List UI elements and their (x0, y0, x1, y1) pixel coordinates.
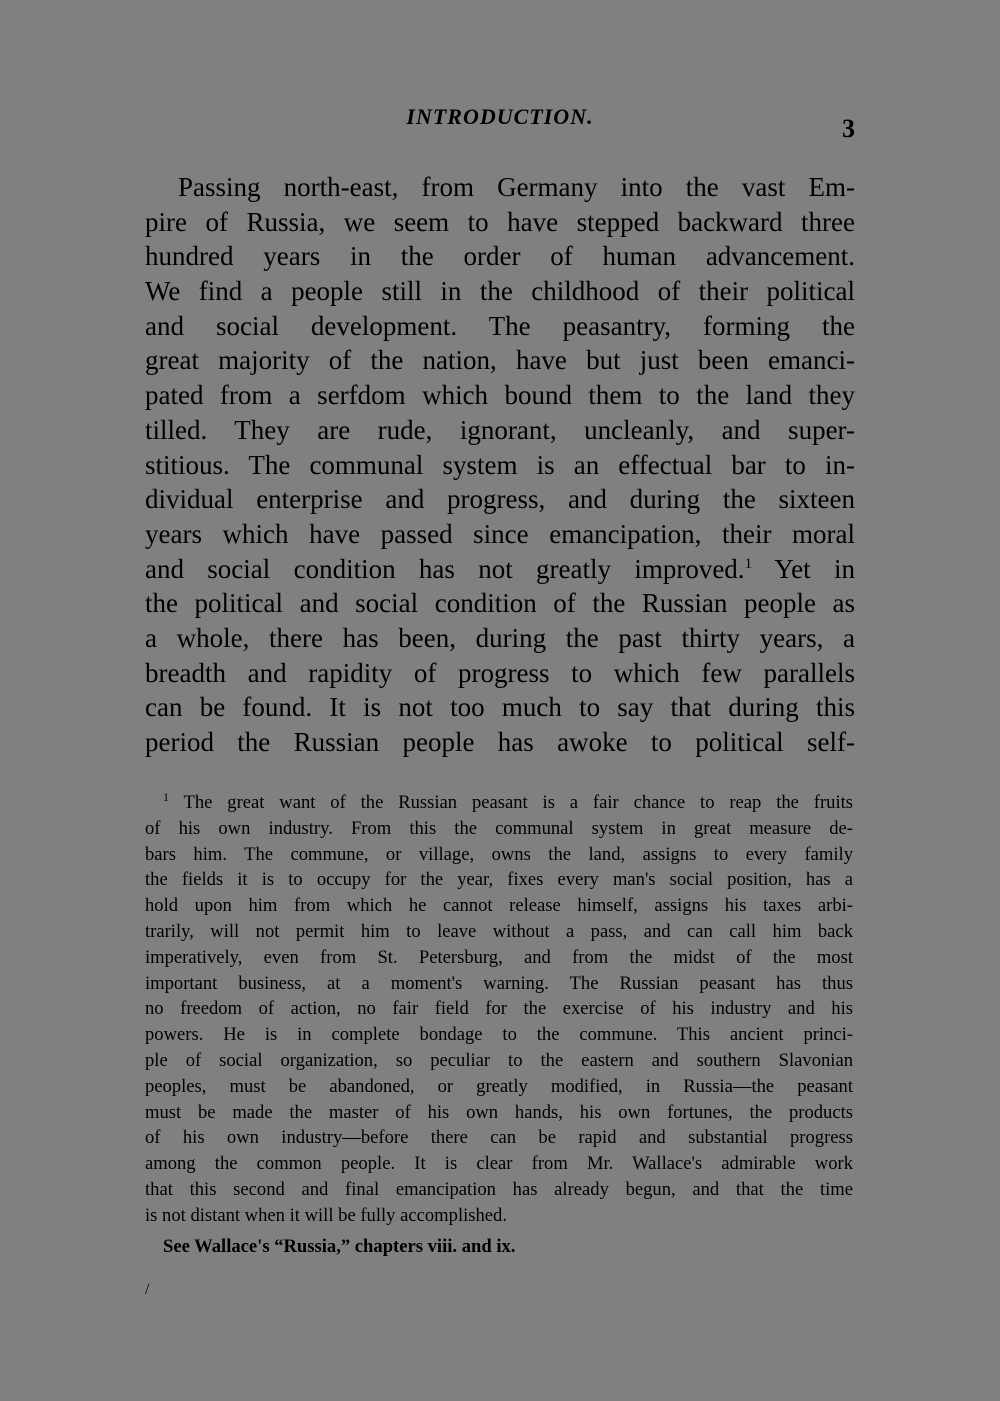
footnote-line: powers. He is in complete bondage to the commune. This ancient princi- (145, 1024, 853, 1046)
body-line: a whole, there has been, during the past thirty years, a (145, 622, 855, 653)
body-line-text: and social condition has not greatly improved. (145, 553, 745, 584)
body-line: period the Russian people has awoke to political self- (145, 727, 855, 757)
body-line: can be found. It is not too much to say that during this (145, 692, 855, 723)
body-line: the political and social condition of the Russian people as (145, 588, 855, 619)
footnote-line-text: The great want of the Russian peasant is a fair chance to reap the fruits (183, 792, 854, 813)
footnote-line: among the common people. It is clear from Mr. Wallace's admirable work (145, 1153, 853, 1175)
body-line: pated from a serfdom which bound them to the land they (145, 380, 855, 411)
footnote-line: of his own industry. From this the communal system in great measure de- (145, 817, 853, 839)
body-line: years which have passed since emancipation, their moral (145, 518, 855, 549)
footnote-line: imperatively, even from St. Petersburg, and from the midst of the most (145, 946, 853, 968)
footnote-marker: 1 (163, 789, 169, 804)
footnote-line: important business, at a moment's warning. The Russian peasant has thus (145, 972, 853, 994)
footnote-line (145, 790, 853, 816)
footnote-line: no freedom of action, no fair field for the exercise of his industry and his (145, 998, 853, 1020)
main-paragraph (145, 170, 855, 760)
stray-pen-mark: / (145, 1281, 150, 1298)
footnote-line: that this second and final emancipation has already begun, and that the time (145, 1178, 853, 1200)
running-title: INTRODUCTION. (406, 104, 594, 129)
body-line: tilled. They are rude, ignorant, uncleanly, and super- (145, 414, 855, 445)
footnote-line: bars him. The commune, or village, owns the land, assigns to every family (145, 843, 853, 865)
footnote-reference-citation: See Wallace's “Russia,” chapters viii. and ix. (163, 1235, 516, 1257)
footnote-line: hold upon him from which he cannot release himself, assigns his taxes arbi- (145, 895, 853, 917)
body-line: hundred years in the order of human advancement. (145, 241, 855, 272)
body-line: We find a people still in the childhood of their political (145, 276, 855, 307)
body-line: dividual enterprise and progress, and during the sixteen (145, 484, 855, 515)
footnote-reference: 1 (744, 555, 753, 572)
footnote (145, 790, 853, 1262)
body-line: breadth and rapidity of progress to which few parallels (145, 657, 855, 688)
footnote-line: must be made the master of his own hands, his own fortunes, the products (145, 1101, 853, 1123)
body-line: pire of Russia, we seem to have stepped backward three (145, 206, 855, 237)
body-line: and social development. The peasantry, forming the (145, 310, 855, 341)
footnote-line: of his own industry—before there can be rapid and substantial progress (145, 1127, 853, 1149)
footnote-line: ple of social organization, so peculiar to the eastern and southern Slavonian (145, 1049, 853, 1071)
footnote-line: trarily, will not permit him to leave without a pass, and can call him back (145, 920, 853, 942)
footnote-line: is not distant when it will be fully accomplished. (145, 1204, 508, 1226)
body-line-with-footnote-ref (145, 552, 855, 587)
footnote-line: peoples, must be abandoned, or greatly modified, in Russia—the peasant (145, 1075, 853, 1097)
footnote-line: the fields it is to occupy for the year, fixes every man's social position, has a (145, 869, 853, 891)
body-line: stitious. The communal system is an effectual bar to in- (145, 449, 855, 480)
body-line: Passing north-east, from Germany into the vast Em- (178, 172, 855, 202)
page-number: 3 (842, 114, 855, 143)
body-line: great majority of the nation, have but just been emanci- (145, 345, 855, 376)
body-line-tail: Yet in (774, 553, 855, 584)
